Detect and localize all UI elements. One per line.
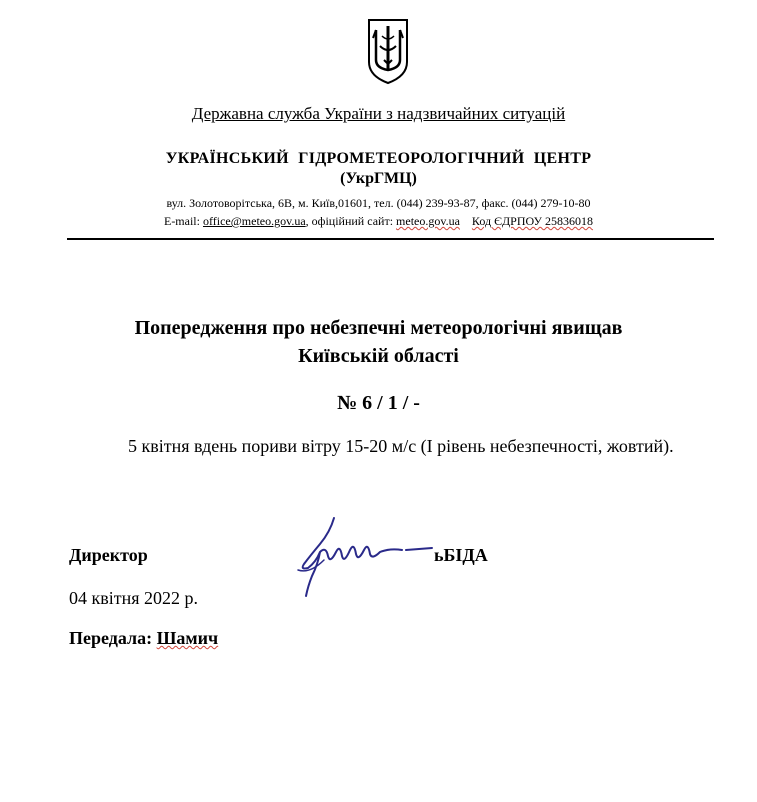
sent-by-name: Шамич: [156, 628, 219, 648]
email-link[interactable]: office@meteo.gov.ua: [202, 214, 306, 228]
document-number: № 6 / 1 / -: [337, 392, 420, 414]
agency-name: [0, 104, 757, 124]
document-title-line-2: Київській області: [298, 345, 459, 367]
contacts-line: [0, 214, 757, 229]
site-link[interactable]: meteo.gov.ua: [396, 214, 460, 228]
sent-by: [69, 628, 218, 649]
document-date: 04 квітня 2022 р.: [69, 588, 199, 608]
director-name: ьБІДА: [434, 545, 488, 565]
trident-emblem-icon: [363, 16, 413, 86]
email-label: E-mail:: [163, 214, 200, 228]
center-abbreviation: (УкрГМЦ): [340, 170, 417, 187]
address-line: вул. Золотоворітська, 6В, м. Київ,01601, тел. (044) 239-93-87, факс. (044) 279-10-80: [166, 196, 591, 210]
edrpou-code: Код ЄДРПОУ 25836018: [471, 214, 594, 228]
document-title: [0, 314, 757, 370]
warning-body: 5 квітня вдень пориви вітру 15-20 м/с (І рівень небезпечності, жовтий).: [128, 436, 674, 456]
document-title-line-1: Попередження про небезпечні метеорологічні явищав: [134, 317, 623, 339]
handwritten-signature-icon: [290, 512, 435, 604]
header-divider: [67, 238, 714, 240]
agency-name-text: Державна служба України з надзвичайних ситуацій: [191, 104, 566, 123]
director-label: Директор: [69, 545, 148, 565]
center-name: УКРАЇНСЬКИЙ ГІДРОМЕТЕОРОЛОГІЧНИЙ ЦЕНТР: [165, 150, 592, 167]
sent-by-label: Передала:: [69, 628, 153, 648]
site-label: , офіційний сайт:: [305, 214, 394, 228]
